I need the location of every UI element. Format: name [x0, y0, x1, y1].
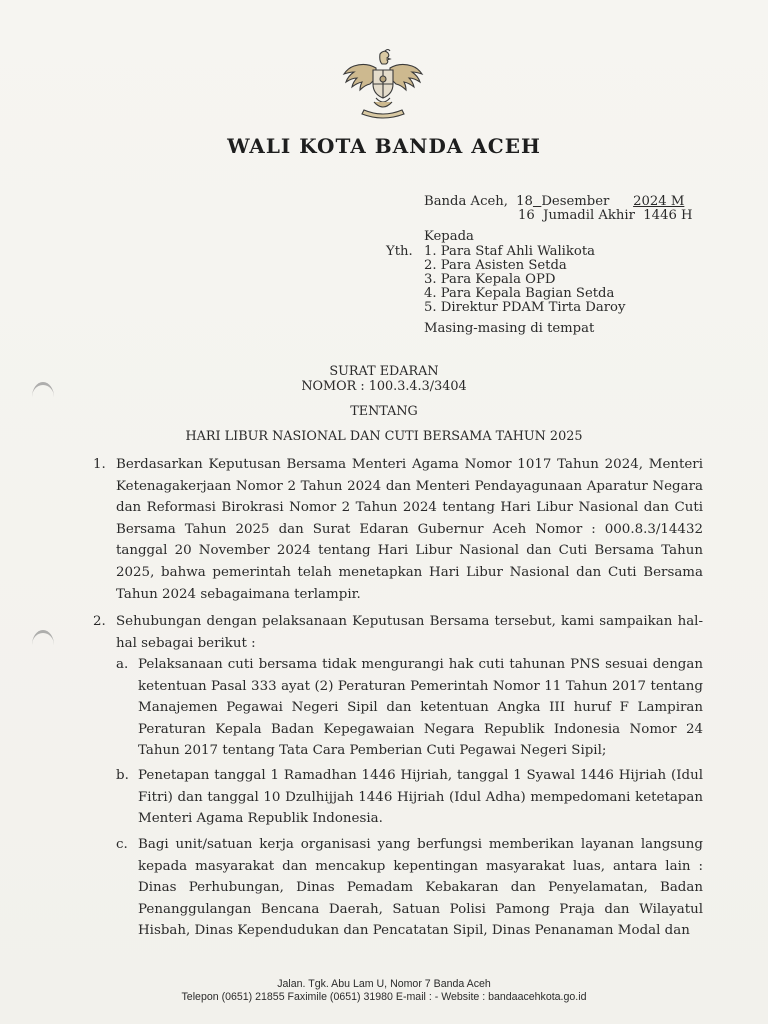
point-a-letter: a. [116, 657, 129, 672]
garuda-emblem-icon [340, 48, 426, 120]
letter-subject: HARI LIBUR NASIONAL DAN CUTI BERSAMA TAHUN 2025 [185, 429, 583, 444]
date-hijri: 16 Jumadil Akhir 1446 H [518, 208, 693, 223]
recipient-item: 1. Para Staf Ahli Walikota [424, 244, 595, 259]
date-day: 18 [516, 194, 533, 209]
date-year: 2024 M [633, 194, 685, 209]
point-1-text: Berdasarkan Keputusan Bersama Menteri Agama Nomor 1017 Tahun 2024, Menteri Ketenagakerjaan Nomor 2 Tahun 2024 dan Menteri Pendayagunaan Aparatur Negara dan Reformasi Birokrasi Nomor 2 Tahun 2024 tentang Hari Libur Nasional dan Cuti Bersama Tahun 2025 dan Surat Edaran Gubernur Aceh Nomor : 000.8.3/14432 tanggal 20 November 2024 tentang Hari Libur Nasional dan Cuti Bersama Tahun 2025, bahwa pemerintah telah menetapkan Hari Libur Nasional dan Cuti Bersama Tahun 2024 sebagaimana terlampir. [116, 457, 703, 602]
recipient-item: 2. Para Asisten Setda [424, 258, 567, 273]
point-c-letter: c. [116, 837, 128, 852]
date-place: Banda Aceh, [424, 194, 508, 209]
point-a-text: Pelaksanaan cuti bersama tidak mengurangi hak cuti tahunan PNS sesuai dengan ketentuan Pasal 333 ayat (2) Peraturan Pemerintah Nomor 11 Tahun 2017 tentang Manajemen Pegawai Negeri Sipil dan ketentuan Angka III huruf F Lampiran Peraturan Kepala Badan Kepegawaian Negara Republik Indonesia Nomor 24 Tahun 2017 tentang Tata Cara Pemberian Cuti Pegawai Negeri Sipil; [138, 657, 703, 759]
point-c-text: Bagi unit/satuan kerja organisasi yang berfungsi memberikan layanan langsung kepada masyarakat dan mencakup kepentingan masyarakat luas, antara lain : Dinas Perhubungan, Dinas Pemadam Kebakaran dan Penyelamatan, Badan Penanggulangan Bencana Daerah, Satuan Polisi Pamong Praja dan Wilayatul Hisbah, Dinas Kependudukan dan Pencatatan Sipil, Dinas Penanaman Modal dan [138, 837, 703, 939]
recipient-item: 5. Direktur PDAM Tirta Daroy [424, 300, 626, 315]
punch-hole-mark [32, 630, 54, 645]
date-month: Desember [541, 194, 610, 209]
point-2-number: 2. [93, 614, 106, 629]
recipient-item: 3. Para Kepala OPD [424, 272, 556, 287]
letterhead-title: WALI KOTA BANDA ACEH [227, 134, 541, 158]
footer-contact: Telepon (0651) 21855 Faximile (0651) 31980 E-mail : - Website : bandaacehkota.go.id [181, 991, 587, 1003]
point-2-text: Sehubungan dengan pelaksanaan Keputusan Bersama tersebut, kami sampaikan hal-hal sebagai berikut : [116, 614, 703, 651]
recipients-yth: Yth. [386, 244, 413, 259]
recipients-closing: Masing-masing di tempat [424, 321, 595, 336]
letter-type: SURAT EDARAN [329, 364, 439, 379]
point-b-letter: b. [116, 768, 129, 783]
recipient-item: 4. Para Kepala Bagian Setda [424, 286, 615, 301]
recipients-kepada: Kepada [424, 229, 474, 244]
date-day-month [516, 194, 616, 209]
letter-number: NOMOR : 100.3.4.3/3404 [301, 379, 467, 394]
point-b-text: Penetapan tanggal 1 Ramadhan 1446 Hijriah, tanggal 1 Syawal 1446 Hijriah (Idul Fitri) dan tanggal 10 Dzulhijjah 1446 Hijriah (Idul Adha) mempedomani ketetapan Menteri Agama Republik Indonesia. [138, 768, 703, 827]
date-gregorian [424, 194, 684, 209]
point-1-number: 1. [93, 457, 106, 472]
footer-address: Jalan. Tgk. Abu Lam U, Nomor 7 Banda Aceh [277, 978, 491, 990]
letter-about: TENTANG [350, 404, 418, 419]
